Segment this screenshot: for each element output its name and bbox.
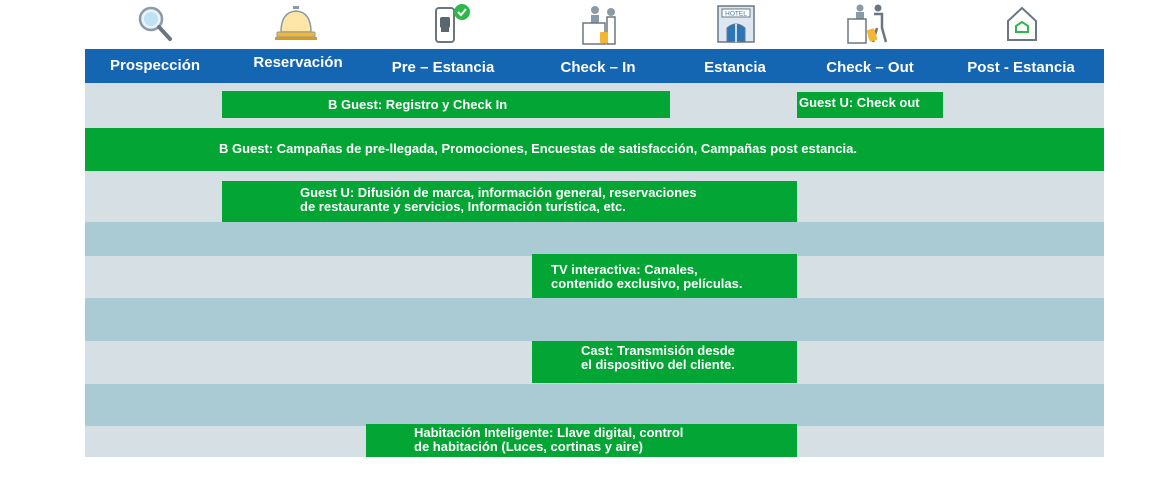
stage-pre-estancia: Pre – Estancia (391, 59, 495, 76)
stage-header (85, 49, 1104, 83)
bar-habitacion-inteligente (366, 424, 797, 457)
bar-line: Cast: Transmisión desde (581, 343, 735, 358)
stage-post-estancia: Post - Estancia (967, 59, 1075, 76)
stage-prospeccion: Prospección (109, 57, 201, 74)
bar-line: de restaurante y servicios, Información turística, etc. (300, 199, 626, 214)
service-bell-icon (274, 2, 318, 46)
bar-line: B Guest: Campañas de pre-llegada, Promociones, Encuestas de satisfacción, Campañas post estancia. (219, 141, 857, 156)
hotel-sign-text: HOTEL (725, 10, 747, 18)
bar-bguest-registro (222, 91, 670, 118)
traveler-luggage-icon (846, 2, 890, 46)
stage-estancia: Estancia (704, 59, 766, 76)
bar-cast (532, 341, 797, 383)
bar-guestu-checkout (797, 92, 943, 118)
bar-tv-interactiva (532, 254, 797, 298)
hotel-building-icon (714, 2, 758, 46)
bar-guestu-difusion (222, 181, 797, 222)
bar-line: Habitación Inteligente: Llave digital, control (414, 425, 684, 440)
reception-desk-icon (581, 2, 625, 46)
stage-check-out: Check – Out (826, 59, 914, 76)
bar-bguest-campanas (85, 128, 1104, 171)
bar-line: TV interactiva: Canales, (551, 262, 698, 277)
bar-line: el dispositivo del cliente. (581, 357, 735, 372)
band-6 (85, 298, 1104, 341)
bar-line: B Guest: Registro y Check In (328, 97, 508, 112)
band-8 (85, 384, 1104, 426)
house-icon (1000, 2, 1044, 46)
bar-line: Guest U: Difusión de marca, información general, reservaciones (300, 185, 697, 200)
stage-reservacion: Reservación (253, 54, 343, 71)
stage-check-in: Check – In (560, 59, 636, 76)
magnifier-icon (133, 2, 177, 46)
band-4 (85, 222, 1104, 256)
bar-line: contenido exclusivo, películas. (551, 276, 743, 291)
bar-line: de habitación (Luces, cortinas y aire) (414, 439, 644, 454)
smartphone-check-icon (430, 2, 474, 46)
bar-line: Guest U: Check out (799, 95, 920, 110)
